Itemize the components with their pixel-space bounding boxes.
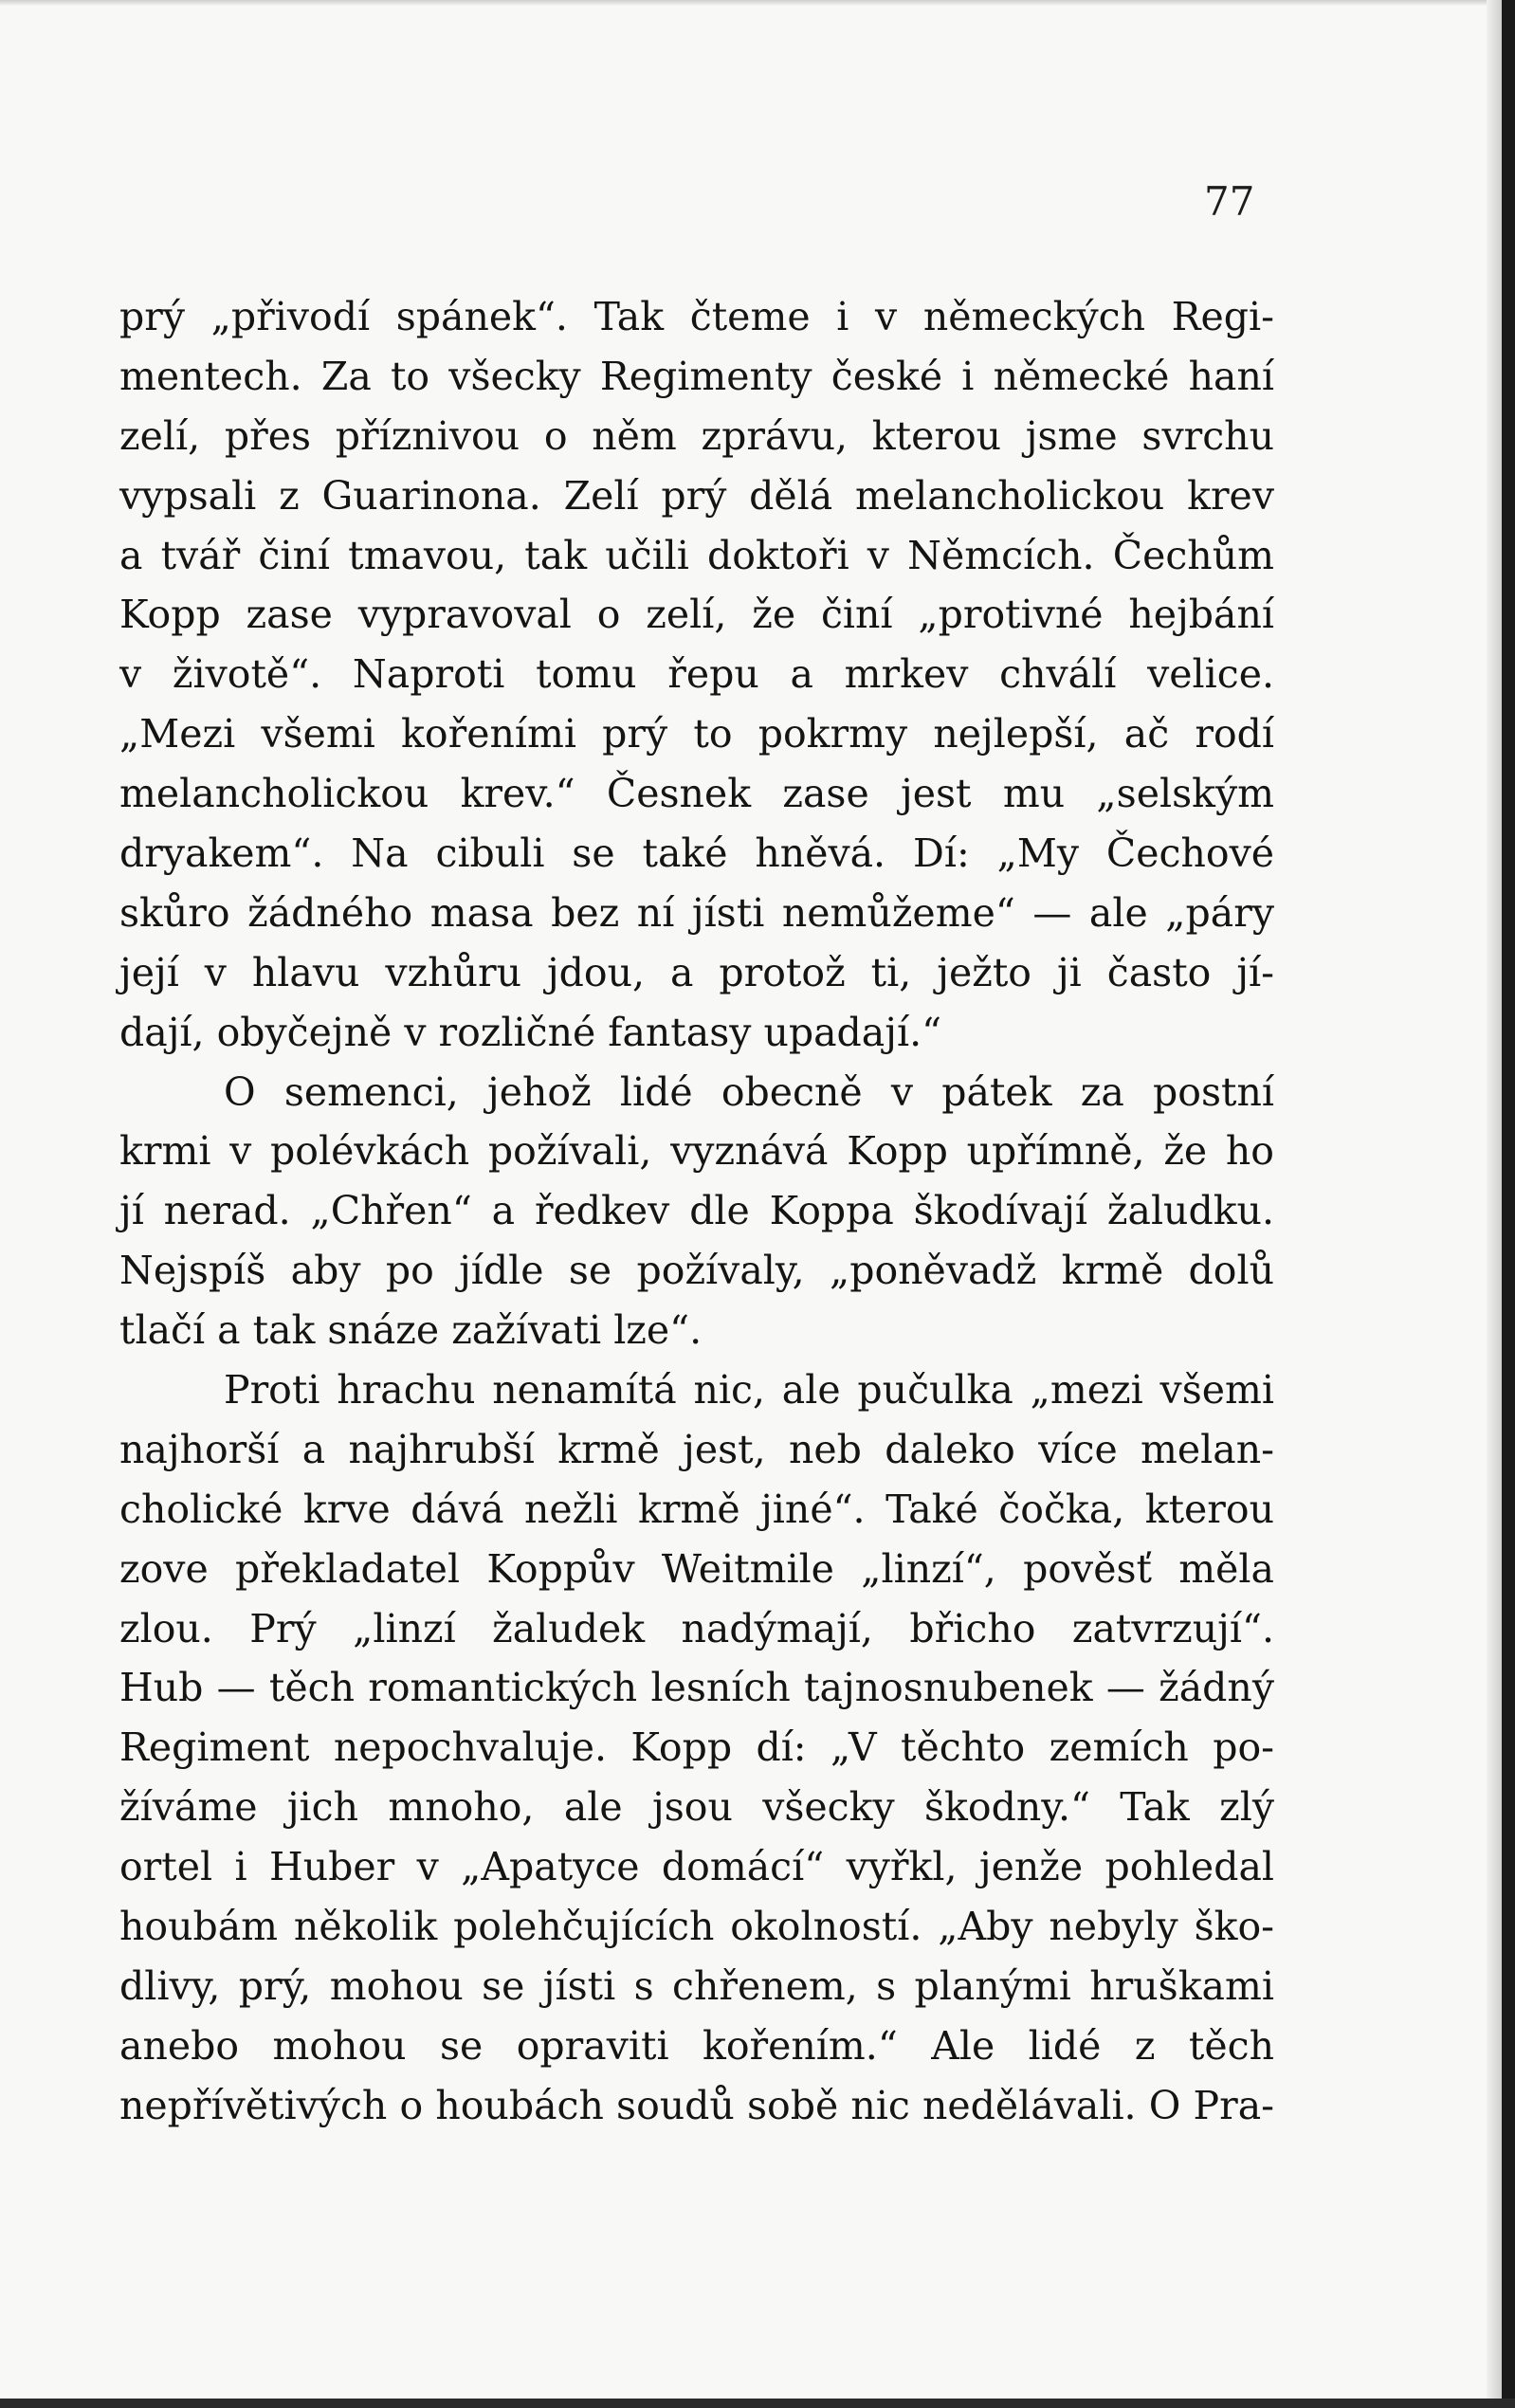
- text-line: anebo mohou se opraviti kořením.“ Ale lidé z těch: [119, 2022, 1274, 2069]
- text-line: nepřívětivých o houbách soudů sobě nic nedělávali. O Pra-: [119, 2082, 1274, 2128]
- text-line: mentech. Za to všecky Regimenty české i německé haní: [119, 353, 1274, 399]
- scan-edge-top: [0, 0, 1515, 6]
- text-line: „Mezi všemi kořeními prý to pokrmy nejlepší, ač rodí: [119, 711, 1274, 757]
- paragraph-first-line: Proti hrachu nenamítá nic, ale pučulka „mezi všemi: [224, 1367, 1274, 1414]
- text-line: jí nerad. „Chřen“ a ředkev dle Koppa škodívají žaludku.: [119, 1188, 1274, 1234]
- text-line: zove překladatel Koppův Weitmile „linzí“, pověsť měla: [119, 1545, 1274, 1592]
- scan-edge-right: [1502, 0, 1515, 2408]
- text-line: Nejspíš aby po jídle se požívaly, „poněvadž krmě dolů: [119, 1248, 1274, 1294]
- text-line: Kopp zase vypravoval o zelí, že činí „protivné hejbání: [119, 592, 1274, 638]
- body-text: [119, 287, 1274, 2136]
- page-number: 77: [1204, 178, 1255, 225]
- text-line: melancholickou krev.“ Česnek zase jest mu „selským: [119, 771, 1274, 817]
- scan-shadow-right: [1487, 0, 1502, 2408]
- text-line: skůro žádného masa bez ní jísti nemůžeme“ — ale „páry: [119, 889, 1274, 936]
- paragraph-end-line: tlačí a tak snáze zažívati lze“.: [119, 1307, 703, 1354]
- text-line: zlou. Prý „linzí žaludek nadýmají, břicho zatvrzují“.: [119, 1605, 1274, 1651]
- text-line: dryakem“. Na cibuli se také hněvá. Dí: „My Čechové: [119, 830, 1274, 877]
- text-line: dlivy, prý, mohou se jísti s chřenem, s planými hruškami: [119, 1962, 1274, 2009]
- text-line: Regiment nepochvaluje. Kopp dí: „V těchto zemích po-: [119, 1724, 1274, 1771]
- text-line: cholické krve dává nežli krmě jiné“. Také čočka, kterou: [119, 1486, 1274, 1532]
- text-line: vypsali z Guarinona. Zelí prý dělá melancholickou krev: [119, 472, 1274, 519]
- text-line: prý „přivodí spánek“. Tak čteme i v německých Regi-: [119, 294, 1274, 339]
- text-line: v životě“. Naproti tomu řepu a mrkev chválí velice.: [119, 651, 1274, 698]
- text-line: a tvář činí tmavou, tak učili doktoři v Němcích. Čechům: [119, 532, 1274, 578]
- paragraph-first-line: O semenci, jehož lidé obecně v pátek za postní: [224, 1068, 1274, 1115]
- text-line: její v hlavu vzhůru jdou, a protož ti, ježto ji často jí-: [119, 949, 1274, 995]
- text-line: Hub — těch romantických lesních tajnosnubenek — žádný: [119, 1665, 1274, 1711]
- text-line: houbám několik polehčujících okolností. „Aby nebyly ško-: [119, 1904, 1274, 1950]
- scan-edge-bottom: [0, 2399, 1515, 2408]
- text-line: krmi v polévkách požívali, vyznává Kopp upřímně, že ho: [119, 1128, 1274, 1175]
- text-line: zelí, přes příznivou o něm zprávu, kterou jsme svrchu: [119, 412, 1274, 459]
- text-line: žíváme jich mnoho, ale jsou všecky škodny.“ Tak zlý: [119, 1784, 1274, 1831]
- paragraph-end-line: dají, obyčejně v rozličné fantasy upadají.“: [119, 1009, 942, 1055]
- text-line: najhorší a najhrubší krmě jest, neb daleko více melan-: [119, 1426, 1274, 1472]
- text-line: ortel i Huber v „Apatyce domácí“ vyřkl, jenže pohledal: [119, 1844, 1274, 1890]
